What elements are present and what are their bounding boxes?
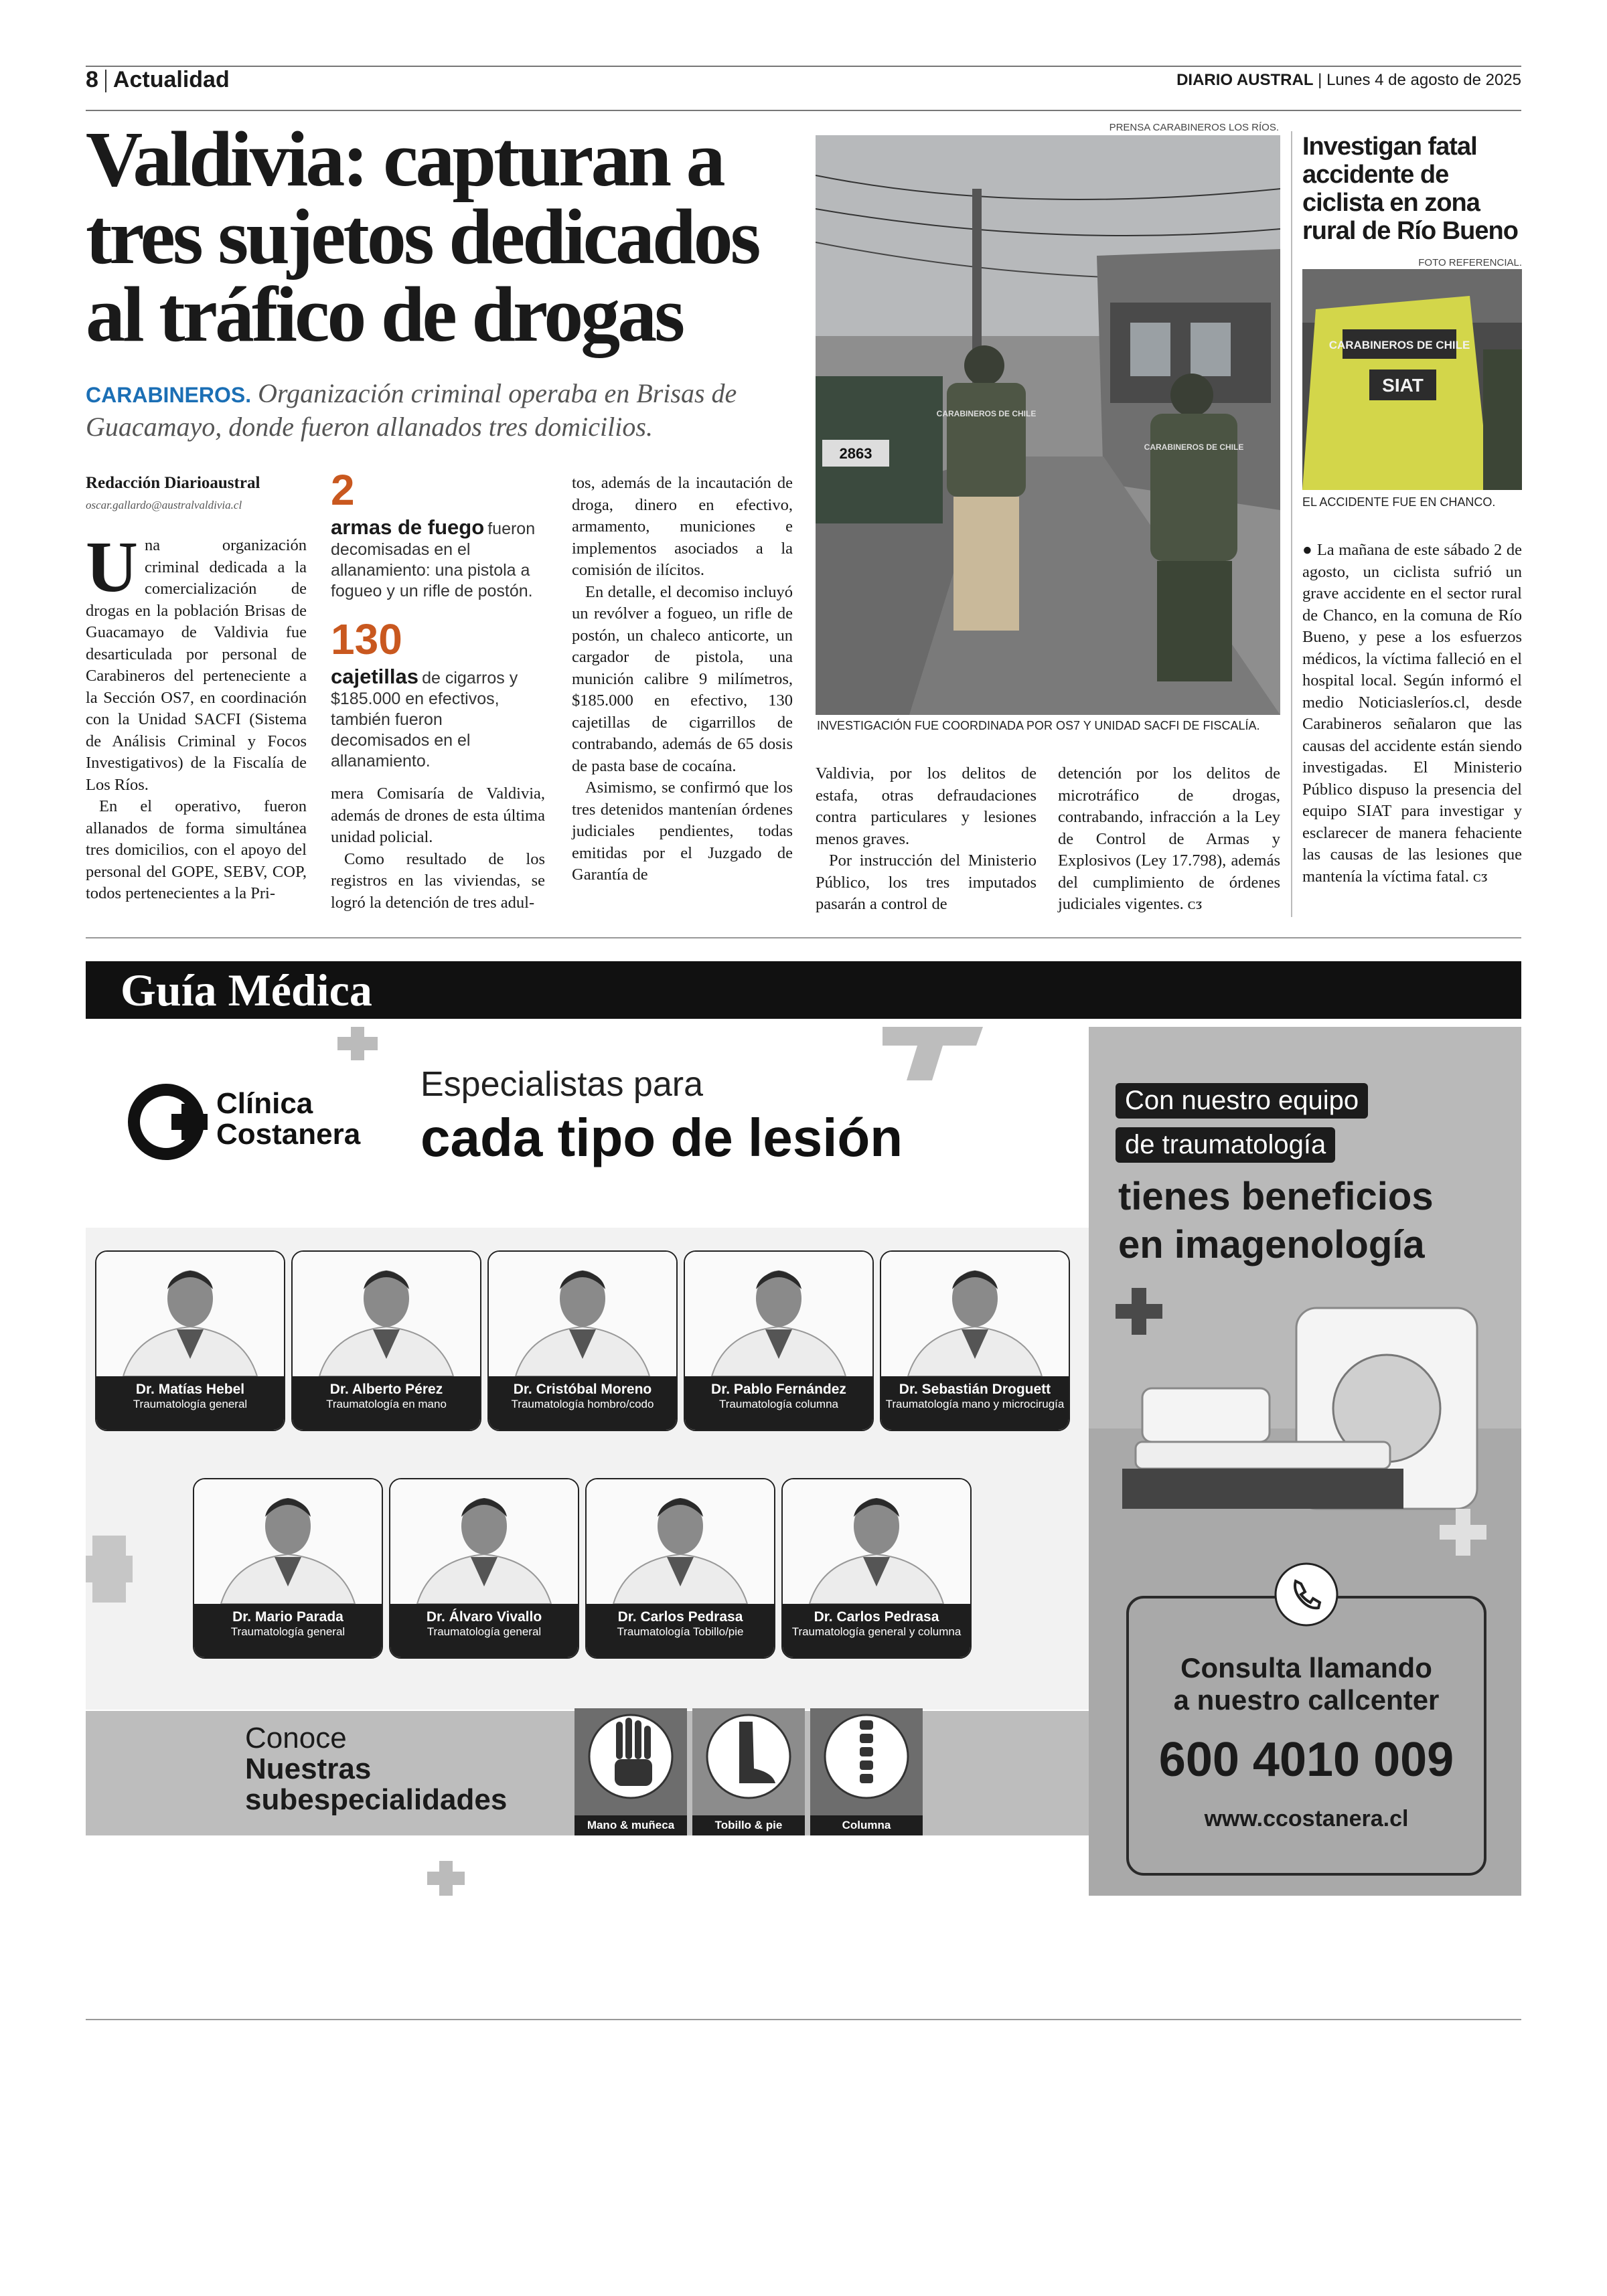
- doctor-name: Dr. Álvaro Vivallo: [426, 1609, 542, 1625]
- call-line1: Consulta llamando: [1180, 1652, 1432, 1684]
- hand-bones-icon: [575, 1708, 687, 1818]
- foot-bones-icon: [692, 1708, 805, 1818]
- doctor-name: Dr. Carlos Pedrasa: [617, 1609, 743, 1625]
- doctor-name: Dr. Matías Hebel: [135, 1382, 245, 1397]
- doctor-label: [293, 1376, 480, 1430]
- top-rule: [86, 66, 1521, 67]
- header-rule: [86, 110, 1521, 111]
- article-col-3: [572, 473, 793, 886]
- conoce-line2: Nuestras: [245, 1752, 372, 1785]
- guia-title: Guía Médica: [121, 965, 372, 1015]
- fact1-text: fueron decomisadas en el allanamiento: una pistola a fogueo y un rifle de postón.: [331, 519, 536, 600]
- doctor-name: Dr. Pablo Fernández: [711, 1382, 846, 1397]
- side-body-text: La mañana de este sábado 2 de agosto, un ciclista sufrió un grave accidente en el sector rural de Chanco, en la comuna de Río Bueno, y pese a los esfuerzos médicos, la víctima falleció en el hospital local. Según informó el medio Noticiasleríos.cl, desde Carabineros señalaron que las causas del accidente están siendo investigadas. El Ministerio Público dispuso la presencia del equipo SIAT para investigar y esclarecer de manera fehaciente las causas de las lesiones que mantenía la víctima fatal.: [1302, 541, 1522, 886]
- doctor-label: [685, 1376, 872, 1430]
- bottom-rule: [86, 2019, 1521, 2020]
- doctor-card: [781, 1478, 972, 1659]
- fact2-text: de cigarros y $185.000 en efectivos, también fueron decomisados en el allanamiento.: [331, 669, 518, 770]
- call-line2: a nuestro callcenter: [1173, 1684, 1440, 1716]
- plus-icon-decor: [337, 1027, 378, 1060]
- col2-para1: mera Comisaría de Valdivia, además de drones de esta última unidad policial.: [331, 785, 545, 846]
- fact2-lead: cajetillas: [331, 665, 418, 688]
- page-number: 8: [86, 67, 98, 92]
- doctor-name: Dr. Sebastián Droguett: [899, 1382, 1051, 1397]
- spine-icon: [810, 1708, 923, 1818]
- ad-headline-big: cada tipo de lesión: [420, 1108, 903, 1167]
- website-link[interactable]: www.ccostanera.cl: [1204, 1806, 1409, 1831]
- photo-credit: PRENSA CARABINEROS LOS RÍOS.: [1109, 122, 1279, 133]
- deck-text: Organización criminal operaba en Brisas de Guacamayo, donde fueron allanados tres domicilios.: [86, 378, 737, 442]
- fact1-number: 2: [331, 466, 355, 514]
- paper-name: DIARIO AUSTRAL: [1176, 71, 1314, 89]
- truck-plate: 2863: [839, 445, 872, 462]
- doctor-label: [783, 1604, 970, 1657]
- conoce-block: [245, 1723, 507, 1815]
- doctor-specialty: Traumatología hombro/codo: [511, 1398, 654, 1410]
- article-col-5: [1058, 763, 1280, 916]
- conoce-line1: Conoce: [245, 1722, 347, 1754]
- imaging-ad: [1089, 1027, 1521, 1896]
- doctor-card: [193, 1478, 383, 1659]
- equipo-tag-2: de traumatología: [1116, 1127, 1335, 1163]
- doctor-specialty: Traumatología general: [133, 1398, 248, 1410]
- kicker: CARABINEROS.: [86, 383, 252, 407]
- subspecialty-label: Tobillo & pie: [692, 1815, 805, 1835]
- doctor-specialty: Traumatología mano y microcirugía: [885, 1398, 1065, 1410]
- dropcap: U: [86, 527, 138, 607]
- doctor-card: [389, 1478, 579, 1659]
- col3-para1: tos, además de la incautación de droga, dinero en efectivo, armamento, municiones e implementos asociados a la comisión de ilícitos.: [572, 474, 793, 579]
- main-deck: [86, 378, 802, 443]
- side-headline: Investigan fatal accidente de ciclista en zona rural de Río Bueno: [1302, 133, 1518, 245]
- col2-para2: Como resultado de los registros en las viviendas, se logró la detención de tres adul-: [331, 849, 545, 912]
- col3-para3: Asimismo, se confirmó que los tres detenidos mantenían órdenes judiciales pendientes, todas emitidas por el Juzgado de Garantía de: [572, 778, 793, 884]
- subspecialty-label: Mano & muñeca: [575, 1815, 687, 1835]
- section-rule: [86, 937, 1521, 938]
- col1-para2: En el operativo, fueron allanados de forma simultánea tres domicilios, con el apoyo del personal del GOPE, SEBV, COP, todos pertenecientes a la Pri-: [86, 797, 307, 902]
- doctor-name: Dr. Mario Parada: [232, 1609, 343, 1625]
- benefits-line2: en imagenología: [1118, 1223, 1425, 1266]
- doctor-label: [881, 1376, 1069, 1430]
- side-end-mark: ᴄᴣ: [1473, 867, 1488, 886]
- main-end-mark: ᴄᴣ: [1187, 895, 1203, 913]
- side-photo: [1302, 269, 1522, 490]
- doctor-specialty: Traumatología general y columna: [791, 1625, 962, 1638]
- vest-text-1: CARABINEROS DE CHILE: [936, 409, 1037, 418]
- doctor-label: [194, 1604, 382, 1657]
- doctor-specialty: Traumatología general: [427, 1625, 542, 1638]
- plus-icon-decor-bottom: [427, 1861, 465, 1896]
- doctor-card: [880, 1250, 1070, 1431]
- doctor-specialty: Traumatología en mano: [326, 1398, 447, 1410]
- clinic-logo-icon: [126, 1079, 213, 1166]
- doctor-name: Dr. Carlos Pedrasa: [814, 1609, 939, 1625]
- col3-para2: En detalle, el decomiso incluyó un revólver a fogueo, un rifle de postón, un chaleco anticorte, un cargador de pistola, una munición calibre 9 milímetros, $185.000 en efectivo, 130 cajetillas de cigarrillos de contrabando, además de 65 dosis de pasta base de cocaína.: [572, 582, 793, 775]
- col4-para1: Valdivia, por los delitos de estafa, otras defraudaciones contra particulares y lesiones menos graves.: [816, 764, 1037, 848]
- clinic-name-line1: Clínica: [216, 1087, 313, 1120]
- photo-caption: INVESTIGACIÓN FUE COORDINADA POR OS7 Y UNIDAD SACFI DE FISCALÍA.: [817, 719, 1260, 732]
- fact1-lead: armas de fuego: [331, 515, 485, 539]
- side-vest-text: CARABINEROS DE CHILE: [1328, 339, 1470, 351]
- vest-text-2: CARABINEROS DE CHILE: [1144, 442, 1244, 452]
- byline: Redacción Diarioaustral: [86, 474, 260, 492]
- ad-headline-small: Especialistas para: [420, 1065, 703, 1104]
- equipo-tag-1: Con nuestro equipo: [1116, 1083, 1368, 1119]
- doctor-card: [95, 1250, 285, 1431]
- main-photo: [816, 135, 1280, 715]
- clinic-name-line2: Costanera: [216, 1118, 361, 1151]
- doctor-specialty: Traumatología general: [230, 1625, 346, 1638]
- t-shape-decor: [883, 1027, 983, 1080]
- article-col-1: [86, 473, 307, 905]
- phone-number[interactable]: 600 4010 009: [1158, 1733, 1454, 1787]
- benefits-line1: tienes beneficios: [1118, 1175, 1434, 1218]
- doctor-label: [587, 1604, 774, 1657]
- col1-para1: na organización criminal dedicada a la comercialización de drogas en la población Brisas de Guacamayo de Valdivia fue desarticulada por personal de Carabineros del perteneciente a la Sección OS7, en coordinación con la Unidad SACFI (Sistema de Análisis Criminal y Focos Investigativos) de la Fiscalía de Los Ríos.: [86, 536, 307, 794]
- doctor-specialty: Traumatología columna: [719, 1398, 838, 1410]
- side-photo-credit: FOTO REFERENCIAL.: [1418, 257, 1522, 268]
- page-section-header: [86, 67, 230, 93]
- doctor-label: [96, 1376, 284, 1430]
- doctor-name: Dr. Alberto Pérez: [329, 1382, 443, 1397]
- doctor-label: [489, 1376, 676, 1430]
- main-headline: Valdivia: capturan a tres sujetos dedicados al tráfico de drogas: [86, 115, 759, 358]
- column-divider: [1291, 131, 1292, 917]
- fact2-number: 130: [331, 615, 402, 663]
- col4-para2: Por instrucción del Ministerio Público, los tres imputados pasarán a control de: [816, 851, 1037, 913]
- doctor-card: [291, 1250, 481, 1431]
- doctor-name: Dr. Cristóbal Moreno: [513, 1382, 652, 1397]
- article-col-4: [816, 763, 1037, 916]
- subspecialty-label: Columna: [810, 1815, 923, 1835]
- plus-icon-panel-2: [1440, 1509, 1486, 1556]
- subspecialty-1: [692, 1708, 805, 1835]
- doctor-label: [390, 1604, 578, 1657]
- clinic-name: [216, 1088, 360, 1150]
- article-col-2: [331, 783, 545, 914]
- conoce-line3: subespecialidades: [245, 1783, 508, 1816]
- doctor-card: [487, 1250, 678, 1431]
- author-email: oscar.gallardo@australvaldivia.cl: [86, 498, 242, 511]
- doctor-specialty: Traumatología Tobillo/pie: [617, 1625, 744, 1638]
- issue-date: Lunes 4 de agosto de 2025: [1326, 71, 1521, 89]
- clinic-ad: [86, 1027, 1089, 1896]
- subspecialty-2: [810, 1708, 923, 1835]
- doctor-card: [684, 1250, 874, 1431]
- subspecialty-0: [575, 1708, 687, 1835]
- side-caption: EL ACCIDENTE FUE EN CHANCO.: [1302, 495, 1496, 509]
- side-body: ● La mañana de este sábado 2 de agosto, un ciclista sufrió un grave accidente en el sector rural de Chanco, en la comuna de Río Bueno, y pese a los esfuerzos médicos, la víctima falleció en el hospital local. Según informó el medio Noticiasleríos.cl, desde Carabineros señalaron que las causas del accidente están siendo investigadas. El Ministerio Público dispuso la presencia del equipo SIAT para investigar y esclarecer de manera fehaciente las causas de las lesiones que mantenía la víctima fatal. ᴄᴣ: [1302, 541, 1522, 886]
- paper-date-header: DIARIO AUSTRAL | Lunes 4 de agosto de 2025: [1176, 71, 1521, 89]
- section-name: Actualidad: [112, 67, 230, 92]
- siat-badge: SIAT: [1382, 375, 1424, 396]
- col5-para1: detención por los delitos de microtráfico de drogas, contrabando, infracción a la Ley de Control de Armas y Explosivos (Ley 17.798), además del cumplimiento de órdenes judiciales vigentes.: [1058, 764, 1280, 913]
- phone-icon: [1273, 1561, 1340, 1628]
- doctor-card: [585, 1478, 775, 1659]
- plus-icon-decor-left: [86, 1536, 133, 1603]
- fact-box: [331, 466, 545, 772]
- callcenter-box: [1126, 1596, 1486, 1876]
